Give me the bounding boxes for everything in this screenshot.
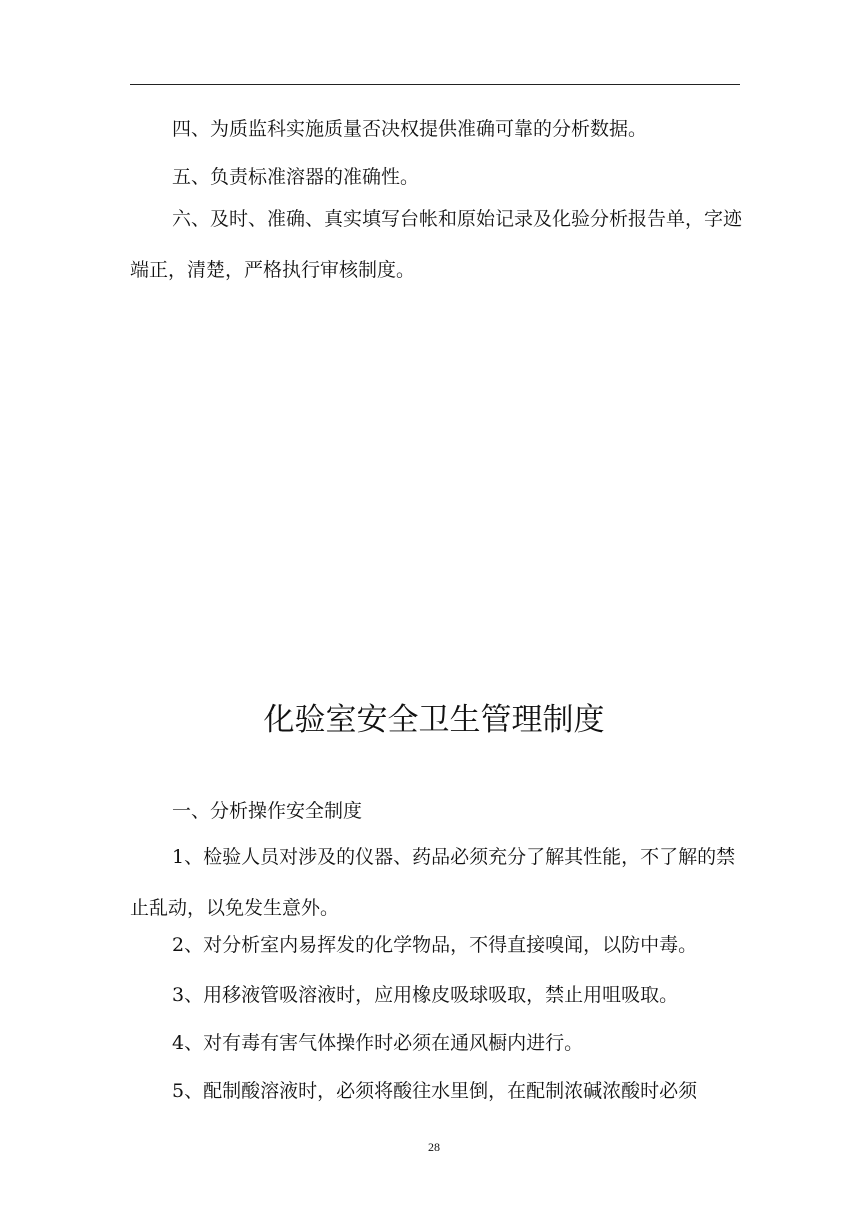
rule-item-1: 1、检验人员对涉及的仪器、药品必须充分了解其性能，不了解的禁止乱动，以免发生意外。	[130, 846, 736, 919]
section-title: 化验室安全卫生管理制度	[263, 702, 605, 738]
paragraph-item-4: 四、为质监科实施质量否决权提供准确可靠的分析数据。	[172, 118, 648, 140]
rule-item-4: 4、对有毒有害气体操作时必须在通风橱内进行。	[172, 1032, 584, 1054]
rule-item-5: 5、配制酸溶液时，必须将酸往水里倒，在配制浓碱浓酸时必须	[172, 1080, 698, 1102]
rule-item-3: 3、用移液管吸溶液时，应用橡皮吸球吸取，禁止用咀吸取。	[172, 984, 679, 1006]
subsection-heading: 一、分析操作安全制度	[172, 800, 363, 822]
rule-item-2: 2、对分析室内易挥发的化学物品，不得直接嗅闻，以防中毒。	[172, 934, 698, 956]
header-rule	[130, 84, 740, 85]
page-number: 28	[428, 1140, 440, 1154]
paragraph-item-6: 六、及时、准确、真实填写台帐和原始记录及化验分析报告单，字迹端正，清楚，严格执行审核制度。	[130, 208, 743, 281]
paragraph-item-5: 五、负责标准溶器的准确性。	[172, 166, 420, 188]
